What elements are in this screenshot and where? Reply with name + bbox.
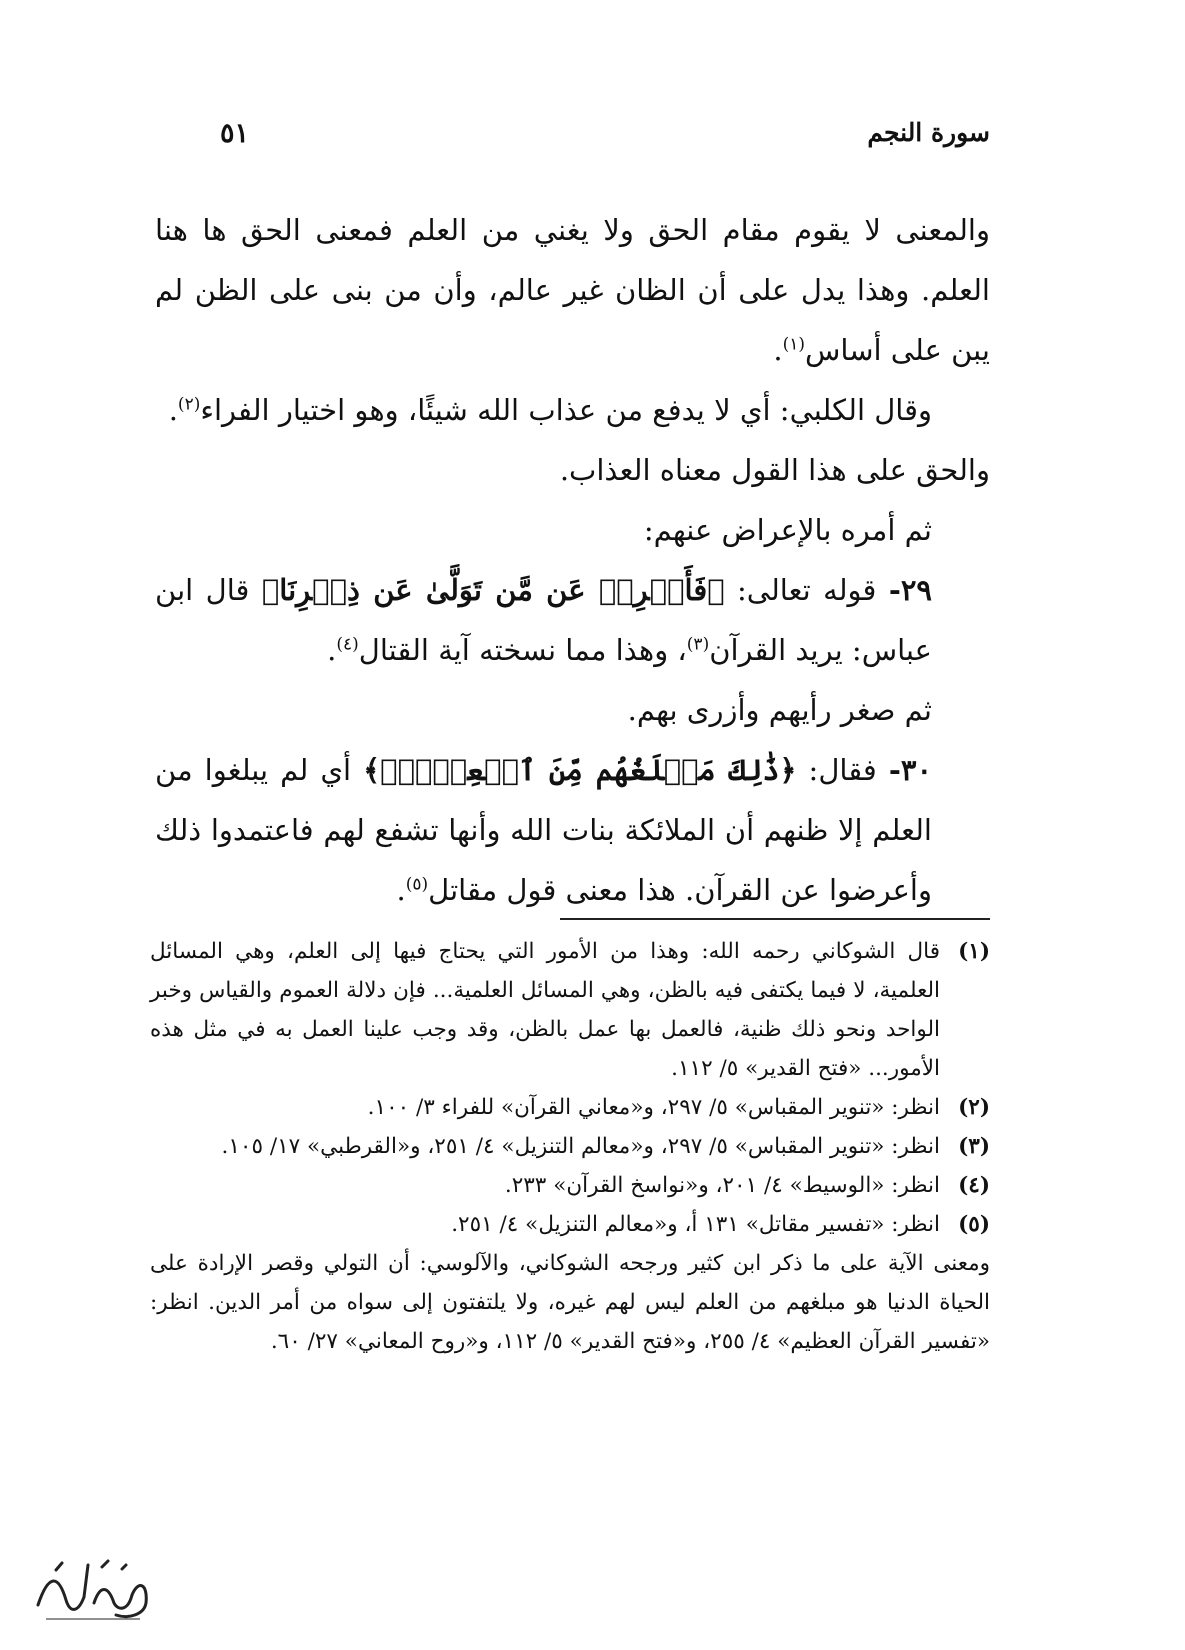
footnote-number: (١) xyxy=(958,939,990,964)
footnote-ref-1[interactable]: (١) xyxy=(782,334,805,355)
verse-30-paragraph: ٣٠- فقال: ﴿ذَٰلِكَ مَبۡلَغُهُم مِّنَ ٱلۡعِلۡمِۚ﴾ أي لم يبلغوا من العلم إلا ظنهم أن الملائكة بنات الله وأنها تشفع لهم فاعتمدوا ذلك وأعرضوا عن القرآن. هذا معنى قول مقاتل$^{(٥)}$. xyxy=(155,753,933,907)
verse-number: ٢٩- xyxy=(888,573,933,607)
footnote-3: (٣) انظر: «تنوير المقباس» ٥/ ٢٩٧، و«معالم التنزيل» ٤/ ٢٥١، و«القرطبي» ١٧/ ١٠٥. xyxy=(150,1127,990,1166)
calligraphy-logo-icon xyxy=(28,1545,158,1630)
footnote-ref-5[interactable]: (٥) xyxy=(405,874,429,895)
quran-quote: ﴿فَأَعۡرِضۡ عَن مَّن تَوَلَّىٰ عَن ذِكۡرِنَا﴾ xyxy=(261,573,725,607)
paragraph-6: ثم صغر رأيهم وأزرى بهم. xyxy=(627,693,932,727)
main-text xyxy=(155,200,990,920)
footnote-ref-3[interactable]: (٣) xyxy=(686,634,710,655)
verse-29-paragraph: ٢٩- قوله تعالى: ﴿فَأَعۡرِضۡ عَن مَّن تَوَلَّىٰ عَن ذِكۡرِنَا﴾ قال ابن عباس: يريد القرآن$^{(٣)}$، وهذا مما نسخته آية القتال$^{(٤)}$. xyxy=(155,573,933,667)
footnote-ref-2[interactable]: (٢) xyxy=(177,394,201,415)
page-header xyxy=(220,118,990,168)
footnote-ref-4[interactable]: (٤) xyxy=(336,634,359,655)
paragraph-3: والحق على هذا القول معناه العذاب. xyxy=(559,453,990,487)
verse-number: ٣٠- xyxy=(888,753,933,787)
paragraph-2: وقال الكلبي: أي لا يدفع من عذاب الله شيئًا، وهو اختيار الفراء$^{(٢)}$. xyxy=(168,393,932,427)
footnote-4: (٤) انظر: «الوسيط» ٤/ ٢٠١، و«نواسخ القرآن» ٢٣٣. xyxy=(150,1166,990,1205)
surah-title: سورة النجم xyxy=(867,118,990,147)
paragraph-4: ثم أمره بالإعراض عنهم: xyxy=(643,513,932,547)
footnote-number: (٥) xyxy=(958,1212,990,1237)
quran-quote: ﴿ذَٰلِكَ مَبۡلَغُهُم مِّنَ ٱلۡعِلۡمِۚ﴾ xyxy=(363,753,797,787)
footnote-continuation: ومعنى الآية على ما ذكر ابن كثير ورجحه الشوكاني، والآلوسي: أن التولي وقصر الإرادة على الحياة الدنيا هو مبلغهم من العلم ليس لهم غيره، ولا يلتفتون إلى سواه من أمر الدين. انظر: «تفسير القرآن العظيم» ٤/ ٢٥٥، و«فتح القدير» ٥/ ١١٢، و«روح المعاني» ٢٧/ ٦٠. xyxy=(150,1251,990,1354)
footnote-5: (٥) انظر: «تفسير مقاتل» ١٣١ أ، و«معالم التنزيل» ٤/ ٢٥١. xyxy=(150,1205,990,1244)
footnote-2: (٢) انظر: «تنوير المقباس» ٥/ ٢٩٧، و«معاني القرآن» للفراء ٣/ ١٠٠. xyxy=(150,1088,990,1127)
footnote-number: (٢) xyxy=(958,1095,990,1120)
footnotes-section xyxy=(150,932,990,1361)
paragraph-1: والمعنى لا يقوم مقام الحق ولا يغني من العلم فمعنى الحق ها هنا العلم. وهذا يدل على أن الظان غير عالم، وأن من بنى على الظن لم يبن على أساس$^{(١)}$. xyxy=(155,213,990,367)
footnote-number: (٤) xyxy=(958,1173,990,1198)
footnote-number: (٣) xyxy=(958,1134,990,1159)
footnote-1: (١) قال الشوكاني رحمه الله: وهذا من الأمور التي يحتاج فيها إلى العلم، وهي المسائل العلمية، لا فيما يكتفى فيه بالظن، وهي المسائل العلمية... فإن دلالة العموم والقياس وخبر الواحد ونحو ذلك ظنية، فالعمل بها عمل بالظن، وقد وجب علينا العمل به في مثل هذه الأمور... «فتح القدير» ٥/ ١١٢. xyxy=(150,932,990,1088)
page-number: ٥١ xyxy=(220,118,250,149)
footnote-divider xyxy=(560,918,990,920)
